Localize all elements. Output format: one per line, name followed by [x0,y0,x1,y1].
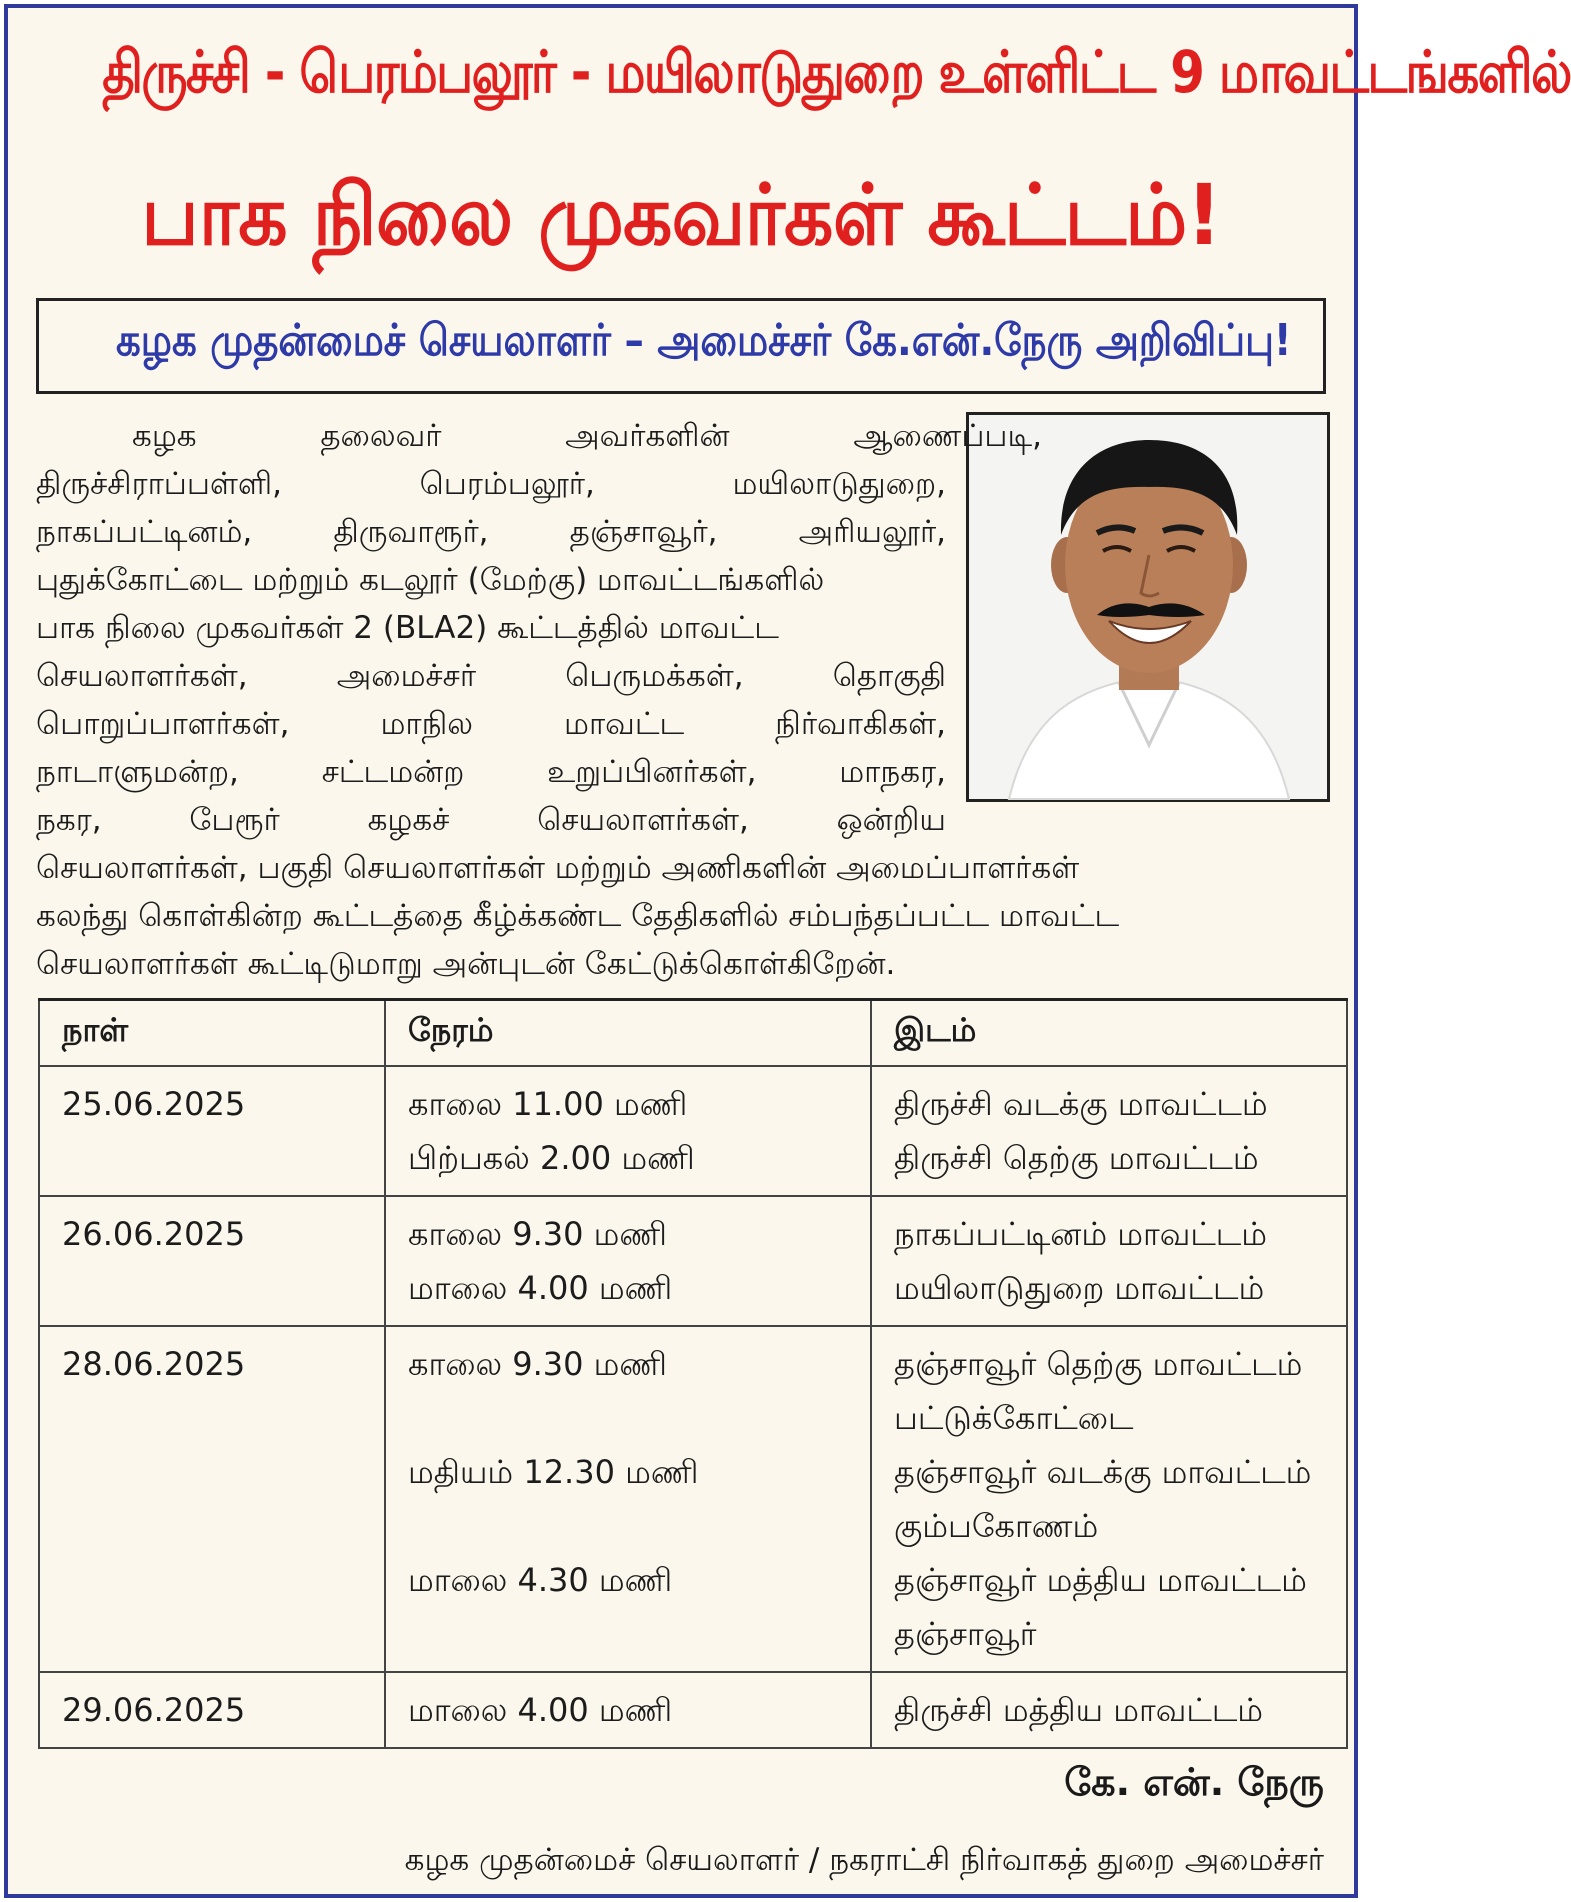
body-line: செயலாளர்கள், பகுதி செயலாளர்கள் மற்றும் அணிகளின் அமைப்பாளர்கள் [36,850,1080,886]
headline-districts: திருச்சி - பெரம்பலூர் - மயிலாடுதுறை உள்ளிட்ட 9 மாவட்டங்களில் [102,38,1571,106]
body-line: திருச்சிராப்பள்ளி, பெரம்பலூர், மயிலாடுதுறை, [36,466,946,502]
body-line: நாகப்பட்டினம், திருவாரூர், தஞ்சாவூர், அரியலூர், [36,514,946,550]
body-line: பொறுப்பாளர்கள், மாநில மாவட்ட நிர்வாகிகள், [36,706,946,742]
signer-title: கழக முதன்மைச் செயலாளர் / நகராட்சி நிர்வாகத் துறை அமைச்சர் [404,1842,1324,1878]
header-date: நாள் [39,1000,385,1067]
row-date: 25.06.2025 [39,1066,385,1196]
row-places: நாகப்பட்டினம் மாவட்டம் மயிலாடுதுறை மாவட்டம் [871,1196,1347,1326]
row-times: காலை 9.30 மணி மதியம் 12.30 மணி மாலை 4.30 மணி [385,1326,871,1672]
row-places: திருச்சி வடக்கு மாவட்டம் திருச்சி தெற்கு மாவட்டம் [871,1066,1347,1196]
row-times: காலை 11.00 மணி பிற்பகல் 2.00 மணி [385,1066,871,1196]
header-time: நேரம் [385,1000,871,1067]
row-times: மாலை 4.00 மணி [385,1672,871,1748]
signer-name: கே. என். நேரு [1064,1760,1324,1804]
row-places: திருச்சி மத்திய மாவட்டம் [871,1672,1347,1748]
body-line: புதுக்கோட்டை மற்றும் கடலூர் (மேற்கு) மாவட்டங்களில் [36,562,825,598]
announcement-box [36,298,1326,394]
table-row [39,1672,1347,1748]
header-place: இடம் [871,1000,1347,1067]
headline-meeting: பாக நிலை முகவர்கள் கூட்டம்! [141,166,1221,264]
body-line: நகர, பேரூர் கழகச் செயலாளர்கள், ஒன்றிய [36,802,946,838]
meeting-schedule-table [38,998,1348,1749]
row-times: காலை 9.30 மணி மாலை 4.00 மணி [385,1196,871,1326]
body-line: நாடாளுமன்ற, சட்டமன்ற உறுப்பினர்கள், மாநகர, [36,754,946,790]
notice-page [4,4,1571,1898]
row-date: 29.06.2025 [39,1672,385,1748]
table-header-row [39,1000,1347,1067]
row-date: 26.06.2025 [39,1196,385,1326]
body-line: பாக நிலை முகவர்கள் 2 (BLA2) கூட்டத்தில் மாவட்ட [36,610,779,646]
table-row [39,1196,1347,1326]
body-line: கலந்து கொள்கின்ற கூட்டத்தை கீழ்க்கண்ட தேதிகளில் சம்பந்தப்பட்ட மாவட்ட [36,898,1120,934]
table-row [39,1326,1347,1672]
row-places: தஞ்சாவூர் தெற்கு மாவட்டம் பட்டுக்கோட்டை தஞ்சாவூர் வடக்கு மாவட்டம் கும்பகோணம் தஞ்சாவூர் மத்திய மாவட்டம் தஞ்சாவூர் [871,1326,1347,1672]
row-date: 28.06.2025 [39,1326,385,1672]
body-line: செயலாளர்கள், அமைச்சர் பெருமக்கள், தொகுதி [36,658,946,694]
table-row [39,1066,1347,1196]
body-line: செயலாளர்கள் கூட்டிடுமாறு அன்புடன் கேட்டுக்கொள்கிறேன். [36,946,896,982]
body-line: கழக தலைவர் அவர்களின் ஆணைப்படி, [132,418,1042,454]
announcement-body [36,412,1338,988]
announcement-text: கழக முதன்மைச் செயலாளர் – அமைச்சர் கே.என்.நேரு அறிவிப்பு! [116,315,1292,366]
